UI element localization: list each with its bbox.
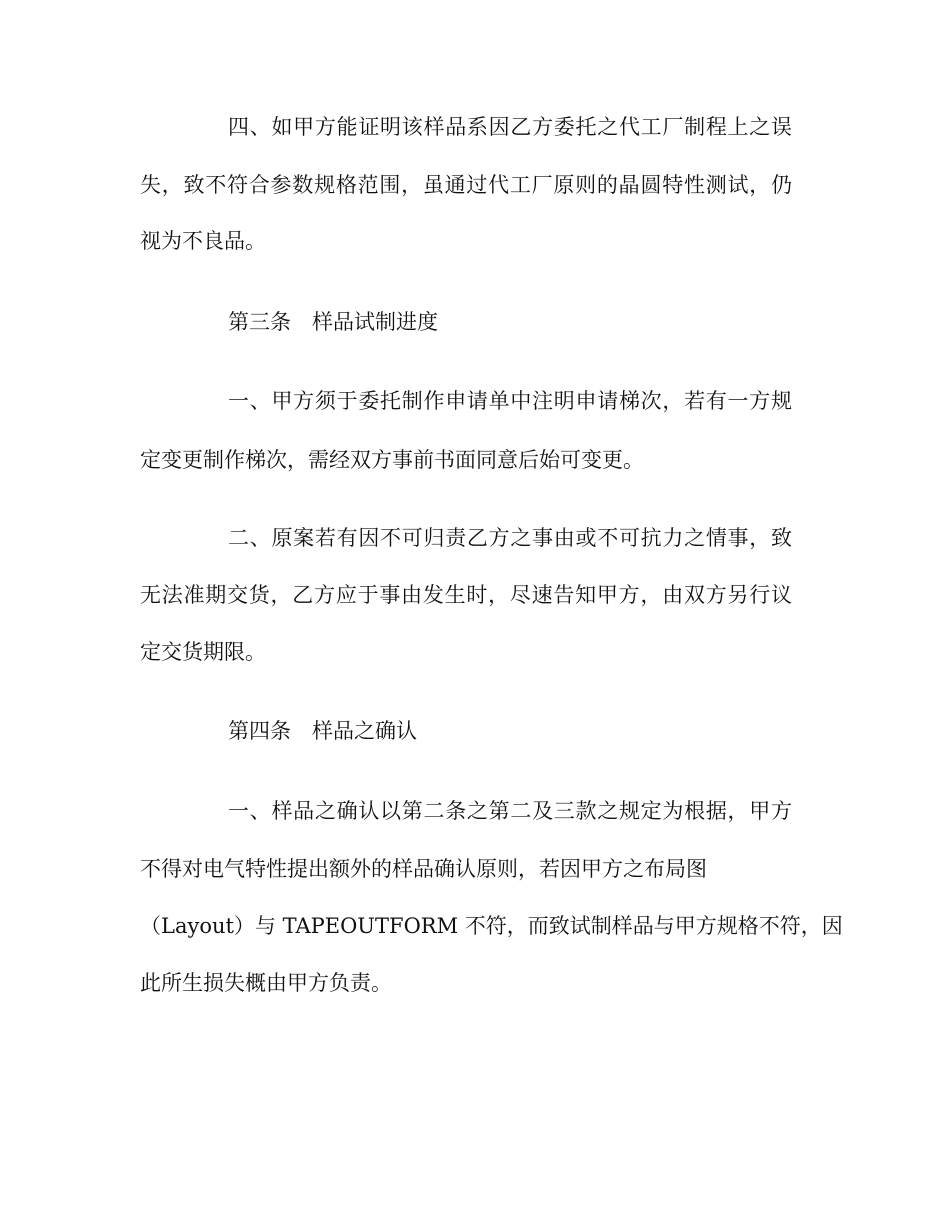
paragraph-line: 定变更制作梯次，需经双方事前书面同意后始可变更。: [140, 448, 644, 472]
paragraph-line: 不得对电气特性提出额外的样品确认原则，若因甲方之布局图: [140, 857, 707, 881]
paragraph-line: 失，致不符合参数规格范围，虽通过代工厂原则的晶圆特性测试，仍: [140, 173, 792, 197]
paragraph-line: 二、原案若有因不可归责乙方之事由或不可抗力之情事，致: [228, 526, 792, 550]
paragraph-line: 视为不良品。: [140, 229, 266, 253]
paragraph-line: 一、甲方须于委托制作申请单中注明申请梯次，若有一方规: [228, 389, 792, 413]
paragraph-line: 无法准期交货，乙方应于事由发生时，尽速告知甲方，由双方另行议: [140, 583, 792, 607]
paragraph-line: 定交货期限。: [140, 640, 266, 664]
article-heading: 第四条 样品之确认: [228, 719, 417, 743]
paragraph-line: 此所生损失概由甲方负责。: [140, 971, 392, 995]
paragraph-line: 一、样品之确认以第二条之第二及三款之规定为根据，甲方: [228, 799, 792, 823]
article-heading: 第三条 样品试制进度: [228, 310, 438, 334]
paragraph-line: 四、如甲方能证明该样品系因乙方委托之代工厂制程上之误: [228, 115, 792, 139]
paragraph-line: （Layout）与 TAPEOUTFORM 不符，而致试制样品与甲方规格不符，因: [140, 914, 843, 938]
